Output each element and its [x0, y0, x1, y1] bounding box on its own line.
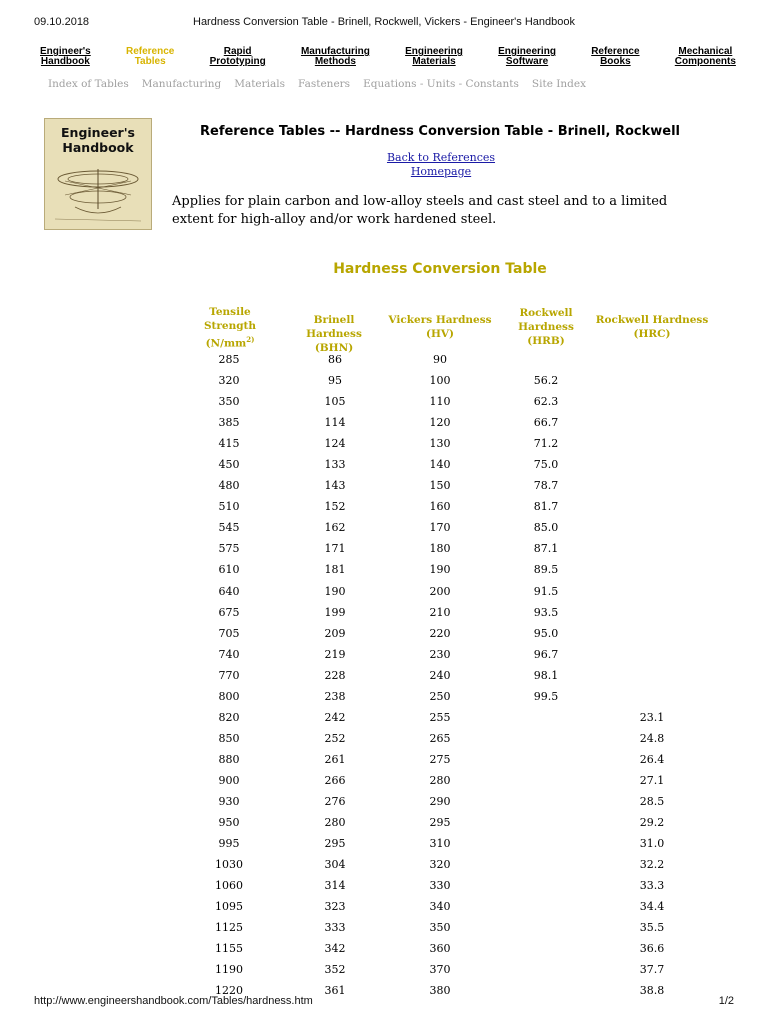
- print-footer: [34, 995, 734, 1009]
- header-vickers-line2: (HV): [425, 328, 454, 340]
- brinell-cell: 295: [324, 837, 346, 851]
- vickers-cell: 330: [429, 879, 451, 893]
- vickers-cell: 110: [429, 395, 451, 409]
- brinell-cell: 252: [324, 731, 346, 745]
- brinell-cell: 266: [324, 773, 346, 787]
- header-hrb-line3: (HRB): [527, 335, 565, 347]
- brinell-cell: 190: [324, 584, 346, 598]
- brinell-cell: 342: [324, 942, 346, 956]
- table-row: [0, 584, 768, 605]
- intro-text: Applies for plain carbon and low-alloy steels and cast steel and to a limited extent for high-alloy and/or work hardened steel.: [172, 194, 668, 227]
- tensile-strength-cell: 930: [218, 794, 240, 808]
- brinell-cell: 219: [324, 647, 346, 661]
- print-header: [34, 16, 734, 30]
- tensile-strength-cell: 1220: [215, 984, 243, 998]
- tensile-strength-cell: 800: [218, 689, 240, 703]
- tensile-strength-cell: 350: [218, 395, 240, 409]
- tensile-strength-cell: 510: [218, 500, 240, 514]
- helicopter-sketch-icon: [45, 159, 151, 229]
- print-page-title: Hardness Conversion Table - Brinell, Rockwell, Vickers - Engineer's Handbook: [193, 16, 575, 28]
- print-date: 09.10.2018: [34, 16, 90, 28]
- rockwell-hrc-cell: 23.1: [639, 710, 665, 724]
- logo-text: [45, 125, 151, 155]
- tensile-strength-cell: 675: [218, 605, 240, 619]
- header-tensile-strength: [190, 305, 270, 351]
- nav-reference-tables[interactable]: Reference Tables: [125, 46, 175, 67]
- rockwell-hrc-cell: 38.8: [639, 984, 665, 998]
- table-row: [0, 920, 768, 941]
- rockwell-hrc-cell: 33.3: [639, 879, 665, 893]
- rockwell-hrb-cell: 95.0: [533, 626, 559, 640]
- header-tensile-unit: (N/mm: [205, 337, 247, 350]
- vickers-cell: 220: [429, 626, 451, 640]
- header-hrc-line1: Rockwell Hardness: [595, 314, 709, 326]
- header-brinell: [284, 313, 384, 355]
- rockwell-hrb-cell: 87.1: [533, 542, 559, 556]
- rockwell-hrb-cell: 98.1: [533, 668, 559, 682]
- subnav-manufacturing[interactable]: Manufacturing: [141, 78, 222, 90]
- rockwell-hrb-cell: 62.3: [533, 395, 559, 409]
- vickers-cell: 255: [429, 710, 451, 724]
- rockwell-hrb-cell: 89.5: [533, 563, 559, 577]
- header-brinell-line2: (BHN): [314, 342, 354, 354]
- tensile-strength-cell: 820: [218, 710, 240, 724]
- homepage-link[interactable]: Homepage: [410, 165, 472, 178]
- print-page-number: 1/2: [718, 995, 734, 1007]
- brinell-cell: 238: [324, 689, 346, 703]
- nav-manufacturing-methods[interactable]: Manufacturing Methods: [300, 46, 370, 67]
- brinell-cell: 143: [324, 479, 346, 493]
- rockwell-hrc-cell: 34.4: [639, 900, 665, 914]
- vickers-cell: 190: [429, 563, 451, 577]
- tensile-strength-cell: 385: [218, 416, 240, 430]
- tensile-strength-cell: 320: [218, 374, 240, 388]
- tensile-strength-cell: 1125: [215, 921, 243, 935]
- tensile-strength-cell: 880: [218, 752, 240, 766]
- brinell-cell: 323: [324, 900, 346, 914]
- logo-text-line1: Engineer's: [61, 125, 135, 140]
- table-row: [0, 899, 768, 920]
- tensile-strength-cell: 640: [218, 584, 240, 598]
- nav-engineers-handbook[interactable]: Engineer's Handbook: [40, 46, 91, 67]
- table-row: [0, 710, 768, 731]
- tensile-strength-cell: 575: [218, 542, 240, 556]
- vickers-cell: 160: [429, 500, 451, 514]
- rockwell-hrc-cell: 36.6: [639, 942, 665, 956]
- rockwell-hrb-cell: 96.7: [533, 647, 559, 661]
- brinell-cell: 276: [324, 794, 346, 808]
- vickers-cell: 265: [429, 731, 451, 745]
- table-row: [0, 373, 768, 394]
- vickers-cell: 295: [429, 816, 451, 830]
- vickers-cell: 350: [429, 921, 451, 935]
- rockwell-hrb-cell: 99.5: [533, 689, 559, 703]
- tensile-strength-cell: 285: [218, 353, 240, 366]
- vickers-cell: 380: [429, 984, 451, 998]
- table-row: [0, 836, 768, 857]
- rockwell-hrb-cell: 78.7: [533, 479, 559, 493]
- table-row: [0, 520, 768, 541]
- nav-mechanical-components[interactable]: Mechanical Components: [674, 46, 736, 67]
- header-tensile-line3: [190, 333, 270, 351]
- brinell-cell: 171: [324, 542, 346, 556]
- brinell-cell: 86: [328, 353, 342, 366]
- table-row: [0, 562, 768, 583]
- brinell-cell: 199: [324, 605, 346, 619]
- brinell-cell: 228: [324, 668, 346, 682]
- table-row: [0, 478, 768, 499]
- vickers-cell: 240: [429, 668, 451, 682]
- subnav-fasteners[interactable]: Fasteners: [298, 78, 351, 90]
- header-vickers: [388, 313, 492, 341]
- tensile-strength-cell: 1190: [215, 963, 243, 977]
- rockwell-hrc-cell: 31.0: [639, 837, 665, 851]
- table-row: [0, 731, 768, 752]
- table-row: [0, 794, 768, 815]
- vickers-cell: 140: [429, 458, 451, 472]
- table-row: [0, 605, 768, 626]
- tensile-strength-cell: 450: [218, 458, 240, 472]
- vickers-cell: 360: [429, 942, 451, 956]
- header-hrb-line2: Hardness: [518, 321, 574, 333]
- table-row: [0, 415, 768, 436]
- brinell-cell: 314: [324, 879, 346, 893]
- back-links: [341, 151, 541, 179]
- brinell-cell: 181: [324, 563, 346, 577]
- subnav-index-of-tables[interactable]: Index of Tables: [48, 78, 129, 90]
- tensile-strength-cell: 900: [218, 773, 240, 787]
- brinell-cell: 209: [324, 626, 346, 640]
- header-tensile-line1: Tensile: [209, 306, 251, 318]
- page-heading: Reference Tables -- Hardness Conversion Table - Brinell, Rockwell: [200, 124, 680, 139]
- table-row: [0, 499, 768, 520]
- vickers-cell: 150: [429, 479, 451, 493]
- header-hrb-line1: Rockwell: [519, 307, 573, 319]
- tensile-strength-cell: 1155: [215, 942, 243, 956]
- table-row: [0, 773, 768, 794]
- table-row: [0, 962, 768, 983]
- vickers-cell: 90: [433, 353, 447, 366]
- brinell-cell: 280: [324, 816, 346, 830]
- tensile-strength-cell: 950: [218, 816, 240, 830]
- brinell-cell: 114: [324, 416, 346, 430]
- header-brinell-line1: Brinell Hardness: [306, 314, 362, 340]
- table-row: [0, 436, 768, 457]
- table-row: [0, 857, 768, 878]
- header-tensile-sup: 2): [246, 335, 255, 344]
- rockwell-hrb-cell: 66.7: [533, 416, 559, 430]
- header-vickers-line1: Vickers Hardness: [388, 314, 492, 326]
- table-row: [0, 457, 768, 478]
- rockwell-hrb-cell: 91.5: [533, 584, 559, 598]
- table-row: [0, 815, 768, 836]
- vickers-cell: 120: [429, 416, 451, 430]
- subnav-site-index[interactable]: Site Index: [531, 78, 587, 90]
- brinell-cell: 95: [328, 374, 342, 388]
- nav-reference-books[interactable]: Reference Books: [591, 46, 640, 67]
- brinell-cell: 261: [324, 752, 346, 766]
- tensile-strength-cell: 850: [218, 731, 240, 745]
- rockwell-hrb-cell: 75.0: [533, 458, 559, 472]
- tensile-strength-cell: 1030: [215, 858, 243, 872]
- rockwell-hrb-cell: 85.0: [533, 521, 559, 535]
- brinell-cell: 242: [324, 710, 346, 724]
- top-nav: [40, 47, 736, 67]
- tensile-strength-cell: 480: [218, 479, 240, 493]
- vickers-cell: 320: [429, 858, 451, 872]
- rockwell-hrb-cell: 71.2: [533, 437, 559, 451]
- table-row: [0, 352, 768, 373]
- vickers-cell: 180: [429, 542, 451, 556]
- vickers-cell: 100: [429, 374, 451, 388]
- tensile-strength-cell: 1095: [215, 900, 243, 914]
- brinell-cell: 133: [324, 458, 346, 472]
- nav-engineering-materials[interactable]: Engineering Materials: [405, 46, 463, 67]
- subnav-equations-units-constants[interactable]: Equations - Units - Constants: [363, 78, 519, 90]
- vickers-cell: 340: [429, 900, 451, 914]
- hardness-table-body: [0, 352, 768, 1004]
- tensile-strength-cell: 770: [218, 668, 240, 682]
- vickers-cell: 275: [429, 752, 451, 766]
- table-row: [0, 394, 768, 415]
- nav-rapid-prototyping[interactable]: Rapid Prototyping: [209, 46, 266, 67]
- brinell-cell: 333: [324, 921, 346, 935]
- rockwell-hrc-cell: 32.2: [639, 858, 665, 872]
- logo-text-line2: Handbook: [62, 140, 134, 155]
- brinell-cell: 361: [324, 984, 346, 998]
- tensile-strength-cell: 1060: [215, 879, 243, 893]
- table-row: [0, 668, 768, 689]
- header-hrc-line2: (HRC): [633, 328, 671, 340]
- table-row: [0, 689, 768, 710]
- brinell-cell: 162: [324, 521, 346, 535]
- rockwell-hrb-cell: 93.5: [533, 605, 559, 619]
- rockwell-hrc-cell: 26.4: [639, 752, 665, 766]
- rockwell-hrc-cell: 28.5: [639, 794, 665, 808]
- table-row: [0, 626, 768, 647]
- brinell-cell: 124: [324, 437, 346, 451]
- rockwell-hrc-cell: 37.7: [639, 963, 665, 977]
- brinell-cell: 352: [324, 963, 346, 977]
- rockwell-hrc-cell: 35.5: [639, 921, 665, 935]
- rockwell-hrb-cell: 56.2: [533, 374, 559, 388]
- vickers-cell: 280: [429, 773, 451, 787]
- vickers-cell: 250: [429, 689, 451, 703]
- brinell-cell: 304: [324, 858, 346, 872]
- header-rockwell-hrc: [592, 313, 712, 341]
- table-row: [0, 752, 768, 773]
- header-rockwell-hrb: [506, 306, 586, 348]
- tensile-strength-cell: 545: [218, 521, 240, 535]
- table-row: [0, 541, 768, 562]
- subnav-materials[interactable]: Materials: [234, 78, 286, 90]
- print-url: http://www.engineershandbook.com/Tables/hardness.htm: [34, 995, 313, 1007]
- rockwell-hrc-cell: 24.8: [639, 731, 665, 745]
- table-row: [0, 941, 768, 962]
- table-row: [0, 878, 768, 899]
- rockwell-hrb-cell: 81.7: [533, 500, 559, 514]
- brinell-cell: 105: [324, 395, 346, 409]
- vickers-cell: 200: [429, 584, 451, 598]
- tensile-strength-cell: 995: [218, 837, 240, 851]
- tensile-strength-cell: 705: [218, 626, 240, 640]
- nav-engineering-software[interactable]: Engineering Software: [498, 46, 556, 67]
- brinell-cell: 152: [324, 500, 346, 514]
- table-title: Hardness Conversion Table: [333, 261, 547, 277]
- vickers-cell: 310: [429, 837, 451, 851]
- tensile-strength-cell: 610: [218, 563, 240, 577]
- back-to-references-link[interactable]: Back to References: [386, 151, 496, 164]
- vickers-cell: 230: [429, 647, 451, 661]
- vickers-cell: 210: [429, 605, 451, 619]
- tensile-strength-cell: 740: [218, 647, 240, 661]
- sub-nav: [48, 78, 599, 90]
- vickers-cell: 130: [429, 437, 451, 451]
- vickers-cell: 370: [429, 963, 451, 977]
- engineers-handbook-logo[interactable]: [44, 118, 152, 230]
- tensile-strength-cell: 415: [218, 437, 240, 451]
- vickers-cell: 170: [429, 521, 451, 535]
- vickers-cell: 290: [429, 794, 451, 808]
- rockwell-hrc-cell: 29.2: [639, 816, 665, 830]
- header-tensile-line2: Strength: [203, 320, 257, 332]
- table-row: [0, 647, 768, 668]
- rockwell-hrc-cell: 27.1: [639, 773, 665, 787]
